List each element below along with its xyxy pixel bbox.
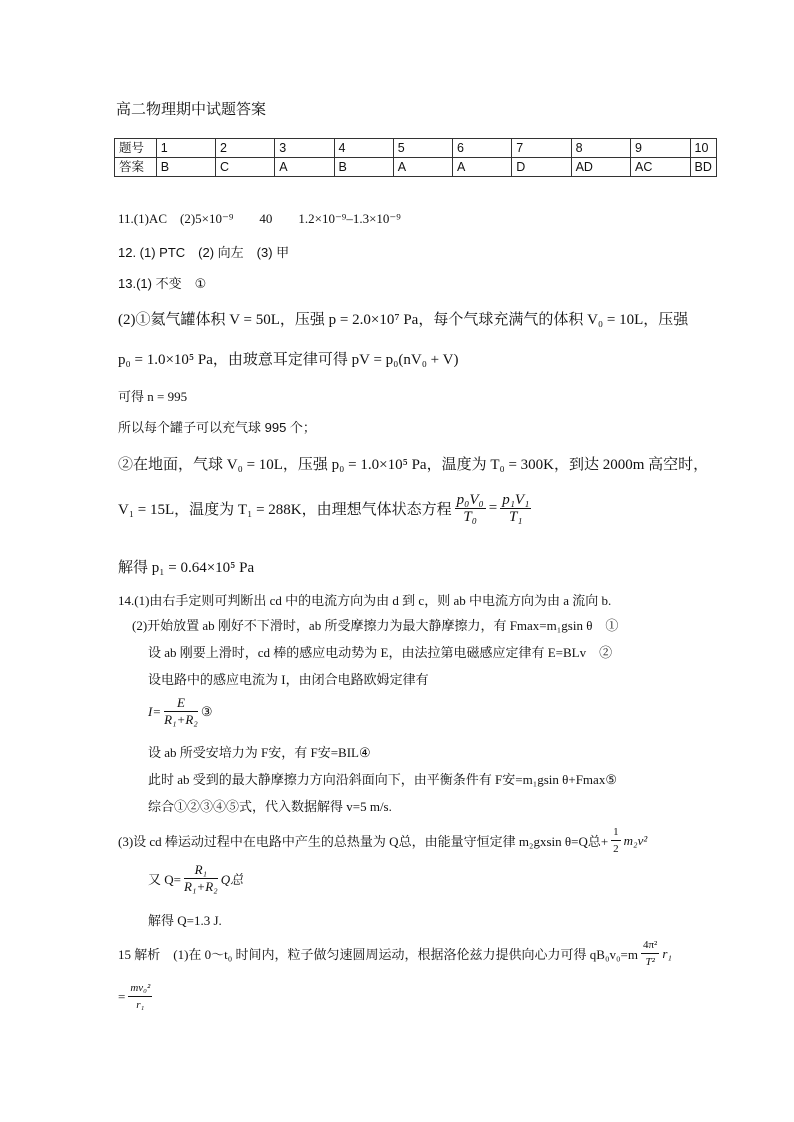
fraction-numerator: E [164, 695, 198, 712]
table-cell: 7 [512, 139, 571, 158]
fraction-numerator: 1 [611, 824, 621, 841]
line-text: = [118, 988, 126, 1004]
table-cell: 3 [275, 139, 334, 158]
answer-line-14-1: 14.(1)由右手定则可判断出 cd 中的电流方向为由 d 到 c，则 ab 中电流方向为由 a 流向 b. [118, 593, 612, 608]
answer-line-12: 12. (1) PTC (2) 向左 (3) 甲 [118, 245, 290, 260]
table-cell: 4 [334, 139, 393, 158]
answer-line-14-2g: 综合①②③④⑤式，代入数据解得 v=5 m/s. [148, 799, 392, 814]
answer-line-14-3c: 解得 Q=1.3 J. [148, 913, 222, 928]
gas-law-left-fraction [455, 492, 486, 525]
fraction-numerator: mv₀² [128, 980, 152, 997]
line-text: Q总 [220, 872, 244, 887]
table-cell: 1 [156, 139, 215, 158]
table-cell: D [512, 158, 571, 177]
table-cell: C [215, 158, 274, 177]
table-cell: 题号 [115, 139, 157, 158]
answer-line-13-2b: p₀ = 1.0×10⁵ Pa，由玻意耳定律可得 pV = p₀(nV₀ + V) [118, 352, 459, 368]
table-cell: 2 [215, 139, 274, 158]
table-cell: A [393, 158, 452, 177]
answer-line-14-3b [148, 862, 243, 895]
answer-line-14-2b: 设 ab 刚要上滑时，cd 棒的感应电动势为 E，由法拉第电磁感应定律有 E=BLv ② [148, 645, 613, 660]
line-text: I= [148, 703, 162, 719]
table-cell: 10 [690, 139, 716, 158]
answer-line-14-2e: 设 ab 所受安培力为 F安，有 F安=BIL④ [148, 745, 371, 760]
answer-line-13-2c: 可得 n = 995 [118, 389, 188, 404]
answer-line-14-3a [118, 824, 647, 857]
table-row [115, 158, 717, 177]
fraction-denominator: T² [645, 956, 655, 968]
answer-line-15 [118, 937, 672, 970]
gas-law-right-fraction [500, 492, 531, 525]
table-cell: 答案 [115, 158, 157, 177]
table-cell: A [275, 158, 334, 177]
answer-table [114, 138, 717, 177]
line-text: 15 解析 (1)在 0～t₀ 时间内，粒子做匀速圆周运动，根据洛伦兹力提供向心力可得 qB₀v₀=m [118, 947, 638, 962]
answer-line-13-2d: 所以每个罐子可以充气球 995 个； [118, 420, 316, 435]
line-text: ③ [200, 703, 213, 719]
line-text: 又 Q= [148, 872, 181, 887]
table-cell: AD [571, 158, 630, 177]
fraction-denominator: T₁ [508, 509, 523, 525]
fraction-numerator: R₁ [184, 862, 218, 879]
fraction-numerator: p₁V₁ [502, 492, 530, 508]
answer-line-14-2c: 设电路中的感应电流为 I，由闭合电路欧姆定律有 [148, 672, 429, 687]
table-cell: A [453, 158, 512, 177]
answer-line-13-2f [118, 492, 534, 525]
line-text: m₂v² [623, 832, 648, 848]
fraction-denominator: R₁+R₂ [164, 712, 198, 727]
answer-line-13-2a: (2)①氦气罐体积 V = 50L，压强 p = 2.0×10⁷ Pa，每个气球充满气的体积 V₀ = 10L，压强 [118, 312, 689, 328]
answer-line-11: 11.(1)AC (2)5×10⁻⁹ 40 1.2×10⁻⁹–1.3×10⁻⁹ [118, 211, 401, 226]
current-fraction [164, 695, 198, 728]
fraction-numerator: p₀V₀ [456, 492, 484, 508]
table-row [115, 139, 717, 158]
table-cell: 9 [631, 139, 690, 158]
table-cell: AC [631, 158, 690, 177]
table-cell: 6 [453, 139, 512, 158]
fraction-denominator: R₁+R₂ [183, 879, 218, 894]
table-cell: B [156, 158, 215, 177]
equals-sign: = [488, 500, 498, 516]
table-cell: 8 [571, 139, 630, 158]
answer-line-15b [118, 980, 155, 1013]
fraction-numerator: 4π² [641, 937, 659, 954]
heat-ratio-fraction [184, 862, 218, 895]
answer-line-14-2d [148, 695, 212, 728]
answer-line-13-1: 13.(1) 不变 ① [118, 276, 207, 291]
table-cell: BD [690, 158, 716, 177]
fraction-denominator: T₀ [463, 509, 477, 525]
period-fraction [641, 937, 659, 970]
fraction-denominator: r₁ [136, 999, 145, 1011]
line-text: r₁ [662, 945, 672, 961]
fraction-denominator: 2 [613, 843, 619, 855]
line-text: (3)设 cd 棒运动过程中在电路中产生的总热量为 Q总，由能量守恒定律 m₂gxsin θ=Q总+ [118, 834, 609, 849]
answer-line-13-2e: ②在地面，气球 V₀ = 10L，压强 p₀ = 1.0×10⁵ Pa，温度为 T₀ = 300K，到达 2000m 高空时， [118, 457, 709, 473]
answer-line-14-2a: (2)开始放置 ab 刚好不下滑时，ab 所受摩擦力为最大静摩擦力，有 Fmax=m₁gsin θ ① [132, 618, 619, 633]
line-text: V₁ = 15L，温度为 T₁ = 288K，由理想气体状态方程 [118, 502, 452, 518]
half-fraction [611, 824, 621, 857]
table-cell: B [334, 158, 393, 177]
page-title: 高二物理期中试题答案 [116, 101, 267, 118]
answer-line-14-2f: 此时 ab 受到的最大静摩擦力方向沿斜面向下，由平衡条件有 F安=m₁gsin θ+Fmax⑤ [148, 772, 617, 787]
answer-line-13-2g: 解得 p₁ = 0.64×10⁵ Pa [118, 560, 255, 576]
table-cell: 5 [393, 139, 452, 158]
centripetal-fraction [128, 980, 152, 1013]
